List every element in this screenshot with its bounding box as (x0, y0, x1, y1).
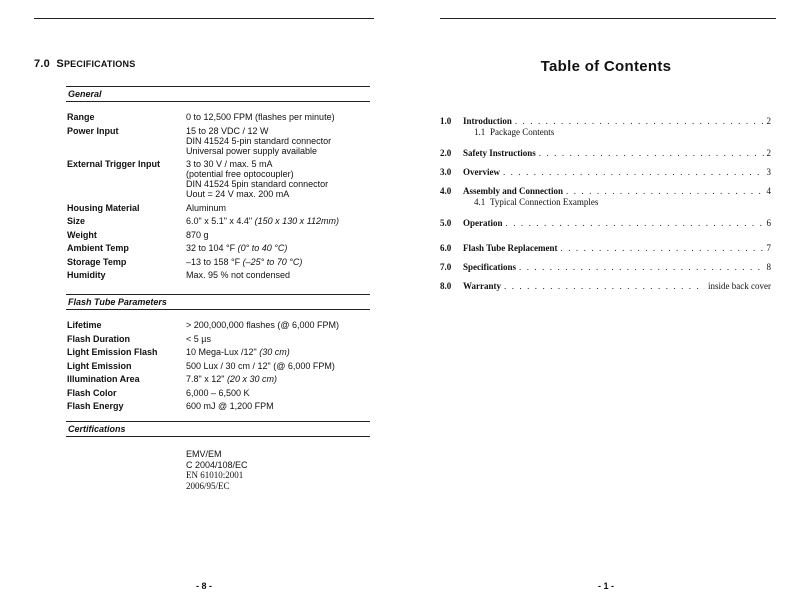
spec-value-line (186, 146, 367, 156)
spec-row (67, 334, 367, 344)
spec-value-text: DIN 41524 5pin standard connector (186, 179, 329, 189)
spec-row (67, 361, 367, 371)
spec-label: Flash Duration (67, 333, 131, 344)
spec-value (186, 374, 367, 384)
spec-value (186, 257, 367, 267)
spec-value-line (186, 374, 367, 384)
spec-value-line (186, 347, 367, 357)
spec-value (186, 320, 367, 330)
spec-label: Flash Color (67, 387, 117, 398)
spec-value-line (186, 179, 367, 189)
toc-entry-page: 6 (766, 218, 771, 228)
spec-row (67, 270, 367, 280)
toc-entry-line (440, 167, 771, 178)
toc-entry-title: Operation (463, 218, 503, 228)
toc-entry[interactable] (440, 167, 771, 178)
spec-value-line (186, 126, 367, 136)
spec-label: External Trigger Input (67, 159, 161, 169)
toc-entry[interactable] (440, 262, 771, 273)
toc-dot-leader (566, 186, 763, 197)
toc-dot-leader (539, 148, 764, 159)
top-rule (440, 18, 776, 19)
spec-value-line (186, 320, 367, 330)
page-number: - 1 - (597, 581, 614, 591)
section-title-initial: S (56, 58, 64, 70)
toc-entry-page: inside back cover (708, 281, 771, 291)
spec-value (186, 334, 367, 344)
spec-value-line (186, 189, 367, 199)
toc-entry-page: 4 (766, 186, 771, 196)
toc-entry-title: Flash Tube Replacement (463, 243, 558, 253)
spec-value-line (186, 230, 367, 240)
spec-value-note: (–25° to 70 °C) (242, 256, 303, 267)
toc-entry-number: 3.0 (440, 167, 452, 177)
spec-value-text: DIN 41524 5-pin standard connector (186, 135, 332, 146)
spec-value-text: Universal power supply available (186, 145, 318, 156)
spec-row (67, 257, 367, 267)
spec-value (186, 361, 367, 371)
toc-subentry-title: Package Contents (490, 127, 555, 137)
toc-entry[interactable] (440, 243, 771, 254)
cert-line: 2006/95/EC (186, 480, 230, 491)
spec-value-text: 7.8" x 12" (186, 374, 225, 384)
toc-entry-line (440, 218, 771, 229)
spec-value (186, 401, 367, 411)
spec-row (67, 401, 367, 411)
spec-value-note: (150 x 130 x 112mm) (254, 216, 340, 226)
spec-value-text: Aluminum (186, 202, 227, 213)
spec-value-text: 3 to 30 V / max. 5 mA (186, 159, 273, 169)
toc-entry-title: Specifications (463, 262, 516, 272)
cert-line: EN 61010:2001 (186, 470, 244, 480)
spec-label: Ambient Temp (67, 243, 129, 253)
spec-row (67, 203, 367, 213)
spec-row (67, 374, 367, 384)
toc-entry[interactable] (440, 116, 771, 138)
spec-row (67, 347, 367, 357)
section-title-rest: PECIFICATIONS (63, 59, 136, 69)
spec-value-text: 500 Lux / 30 cm / 12" (@ 6,000 FPM) (186, 360, 335, 371)
toc-entry-number: 1.0 (440, 116, 452, 126)
toc-entry-line (440, 186, 771, 197)
toc-entry-number: 8.0 (440, 281, 452, 291)
toc-entry-line (440, 262, 771, 273)
spec-value-line (186, 136, 367, 146)
spec-value-text: 870 g (186, 229, 209, 240)
spec-value-text: (potential free optocoupler) (186, 169, 294, 179)
toc-subentry[interactable] (440, 197, 771, 208)
top-rule (34, 18, 374, 19)
toc-entry-number: 7.0 (440, 262, 452, 272)
spec-row (67, 112, 367, 122)
spec-value-line (186, 243, 367, 253)
spec-value-text: Max. 95 % not condensed (186, 270, 291, 280)
toc-entry[interactable] (440, 218, 771, 229)
toc-entry-line (440, 281, 771, 292)
spec-label: Humidity (67, 270, 106, 280)
spec-value-line (186, 159, 367, 169)
spec-value-text: 15 to 28 VDC / 12 W (186, 125, 269, 136)
spec-value-line (186, 334, 367, 344)
toc-subentry-number: 1.1 (474, 127, 486, 137)
toc-entry[interactable] (440, 148, 771, 159)
toc-entry-line (440, 148, 771, 159)
spec-value (186, 159, 367, 199)
toc-entry-title: Overview (463, 167, 500, 177)
toc-entry-page: 7 (766, 243, 771, 253)
spec-value-note: (0° to 40 °C) (237, 243, 288, 253)
spec-value (186, 203, 367, 213)
spec-value (186, 270, 367, 280)
spec-label: Illumination Area (67, 374, 140, 384)
toc-entry-title: Introduction (463, 116, 512, 126)
spec-value-line (186, 257, 367, 267)
spec-value-text: 0 to 12,500 FPM (flashes per minute) (186, 112, 335, 122)
spec-row (67, 230, 367, 240)
general-spec-table (67, 112, 367, 284)
toc-entry-number: 6.0 (440, 243, 452, 253)
toc-subentry[interactable] (440, 127, 771, 138)
toc-entry-page: 8 (766, 262, 771, 272)
cert-line: EMV/EM (186, 449, 222, 459)
spec-value (186, 112, 367, 122)
toc-dot-leader (504, 281, 705, 292)
toc-dot-leader (503, 167, 764, 178)
spec-label: Housing Material (67, 202, 140, 213)
spec-label: Light Emission Flash (67, 347, 158, 357)
toc-entry-page: 2 (766, 116, 771, 126)
toc-entry[interactable] (440, 186, 771, 208)
spec-value (186, 126, 367, 156)
spec-value-line (186, 112, 367, 122)
spec-label: Storage Temp (67, 256, 127, 267)
certifications-heading: Certifications (66, 421, 370, 437)
spec-value-note: (30 cm) (259, 347, 290, 357)
toc-entry-page: 3 (766, 167, 771, 177)
spec-label: Power Input (67, 125, 119, 136)
spec-value (186, 243, 367, 253)
spec-value (186, 347, 367, 357)
toc-entry-title: Assembly and Connection (463, 186, 564, 196)
spec-value-line (186, 270, 367, 280)
toc-dot-leader (519, 262, 764, 273)
toc-dot-leader (506, 218, 764, 229)
toc-entry[interactable] (440, 281, 771, 292)
toc-entry-line (440, 243, 771, 254)
spec-row (67, 388, 367, 398)
cert-line: C 2004/108/EC (186, 459, 248, 470)
toc-entry-title: Safety Instructions (463, 148, 536, 158)
general-heading: General (66, 86, 370, 102)
spec-value-line (186, 401, 367, 411)
toc-dot-leader (515, 116, 764, 127)
spec-label: Range (67, 112, 95, 122)
spec-value-line (186, 216, 367, 226)
toc-entry-page: 2 (766, 148, 771, 158)
spec-value (186, 230, 367, 240)
flash-tube-spec-table (67, 320, 367, 415)
toc-title: Table of Contents (540, 58, 672, 75)
page-number: - 8 - (195, 581, 212, 591)
toc-subentry-title: Typical Connection Examples (490, 197, 599, 207)
toc-entry-number: 2.0 (440, 148, 452, 158)
spec-value-line (186, 361, 367, 371)
toc-subentry-number: 4.1 (474, 197, 486, 207)
toc-entry-number: 5.0 (440, 218, 452, 228)
spec-row (67, 126, 367, 156)
spec-label: Light Emission (67, 360, 132, 371)
spec-row (67, 243, 367, 253)
spec-value-text: Uout = 24 V max. 200 mA (186, 189, 290, 199)
spec-value-line (186, 169, 367, 179)
toc-entry-line (440, 116, 771, 127)
spec-value-text: < 5 µs (186, 333, 211, 344)
spec-row (67, 320, 367, 330)
spec-row (67, 159, 367, 199)
spec-value-text: 10 Mega-Lux /12" (186, 347, 257, 357)
toc-entry-title: Warranty (463, 281, 501, 291)
flash-tube-heading: Flash Tube Parameters (66, 294, 370, 310)
spec-value-text: 6,000 – 6,500 K (186, 387, 250, 398)
toc-entry-number: 4.0 (440, 186, 452, 196)
spec-value-text: 600 mJ @ 1,200 FPM (186, 401, 274, 411)
spec-value-text: > 200,000,000 flashes (@ 6,000 FPM) (186, 320, 339, 330)
table-of-contents-page (404, 0, 808, 616)
spec-value (186, 216, 367, 226)
spec-value-text: 32 to 104 °F (186, 243, 236, 253)
toc-dot-leader (561, 243, 764, 254)
section-number: 7.0 (34, 58, 50, 70)
spec-value-line (186, 203, 367, 213)
spec-value-note: (20 x 30 cm) (226, 374, 277, 384)
spec-label: Size (67, 216, 86, 226)
spec-label: Lifetime (67, 320, 102, 330)
certifications-list (186, 449, 248, 491)
spec-value-text: 6.0" x 5.1" x 4.4" (186, 216, 253, 226)
spec-row (67, 216, 367, 226)
spec-value (186, 388, 367, 398)
section-title (34, 58, 135, 70)
spec-label: Weight (67, 229, 97, 240)
spec-label: Flash Energy (67, 401, 124, 411)
spec-value-text: –13 to 158 °F (186, 256, 241, 267)
spec-value-line (186, 388, 367, 398)
